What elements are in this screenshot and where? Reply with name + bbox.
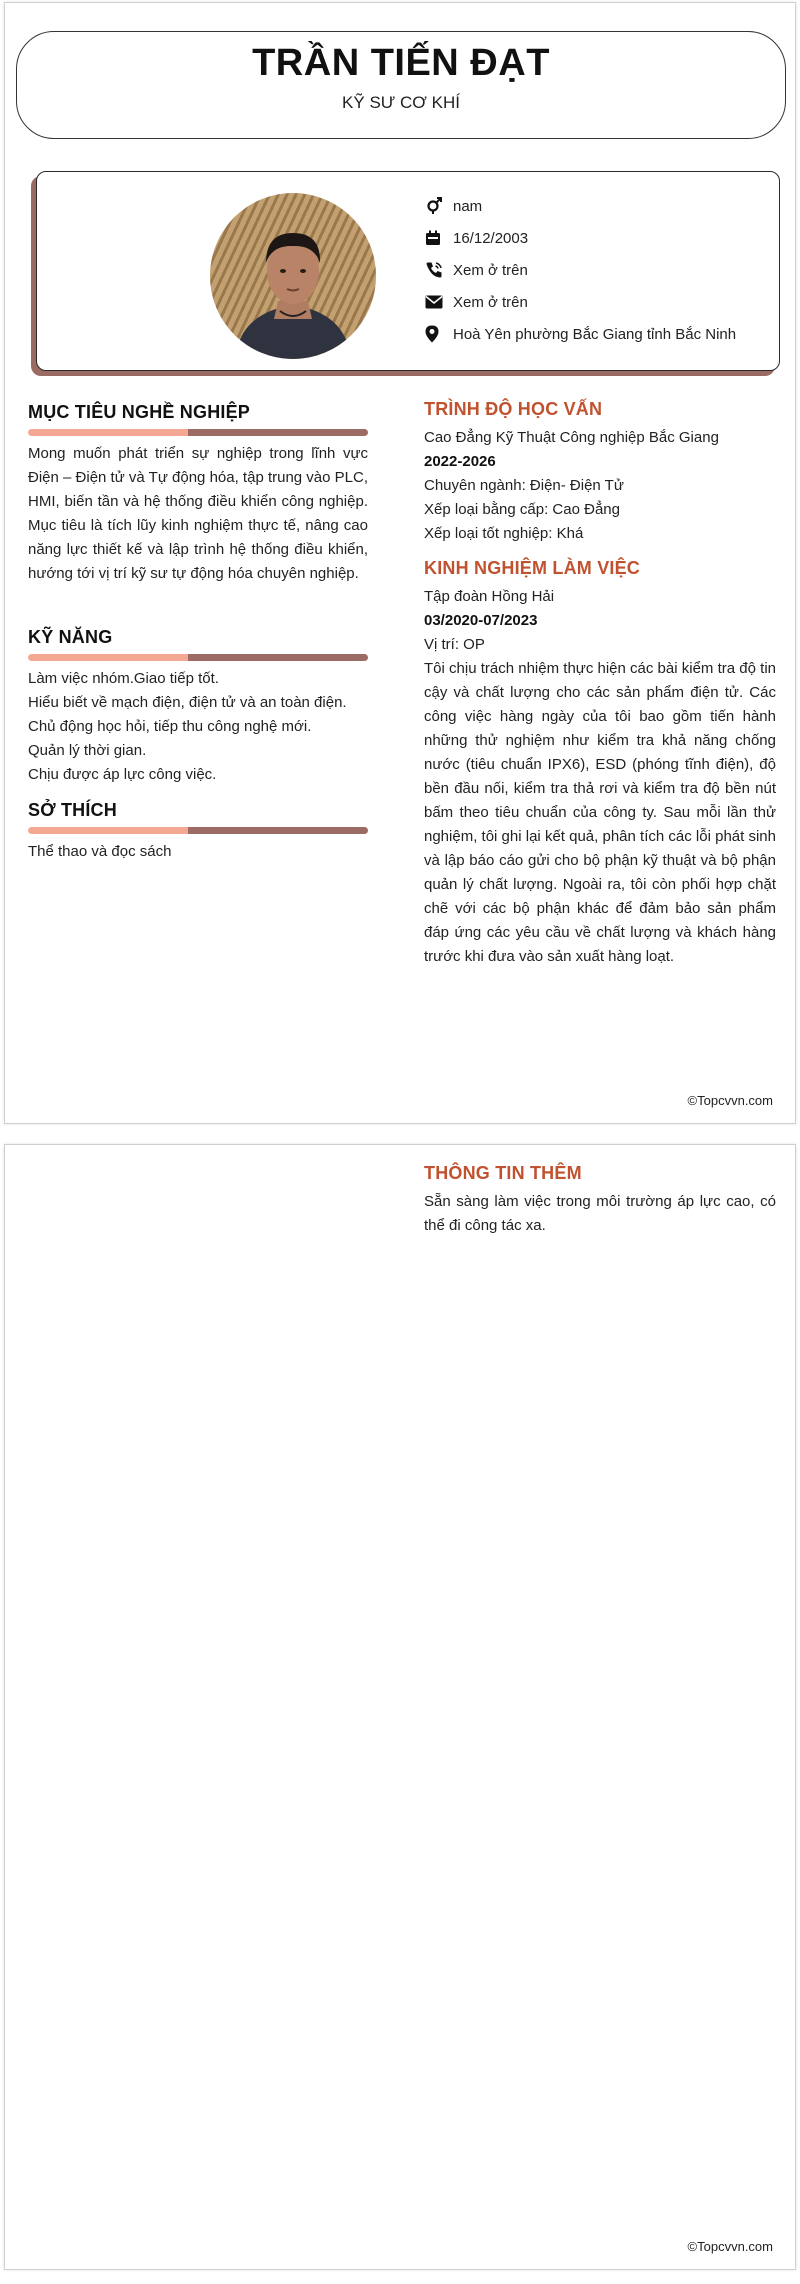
experience-position: Vị trí: OP	[424, 636, 485, 653]
avatar	[210, 193, 376, 359]
gender-value: nam	[453, 197, 483, 215]
skill-item: Quản lý thời gian.	[28, 742, 147, 759]
phone-icon	[425, 261, 453, 279]
email-value: Xem ở trên	[453, 293, 528, 311]
skills-section	[28, 627, 368, 787]
experience-section	[424, 558, 776, 969]
skills-title: KỸ NĂNG	[28, 627, 113, 647]
skill-item: Chịu được áp lực công việc.	[28, 766, 217, 783]
education-grade: Xếp loại tốt nghiệp: Khá	[424, 525, 584, 542]
contact-address	[425, 318, 765, 350]
footer-brand: ©Topcvvn.com	[687, 2239, 773, 2254]
additional-info-section	[424, 1163, 776, 1238]
header-card	[16, 31, 786, 139]
career-objective-title: MỤC TIÊU NGHỀ NGHIỆP	[28, 402, 251, 422]
candidate-name: TRẦN TIẾN ĐẠT	[252, 42, 550, 84]
contact-phone	[425, 254, 765, 286]
education-title: TRÌNH ĐỘ HỌC VẤN	[424, 399, 603, 419]
hobbies-title: SỞ THÍCH	[28, 800, 117, 820]
envelope-icon	[425, 295, 453, 309]
section-divider	[28, 827, 368, 834]
skill-item: Làm việc nhóm.Giao tiếp tốt.	[28, 670, 219, 687]
hobbies-section	[28, 800, 368, 864]
additional-info-text: Sẵn sàng làm việc trong môi trường áp lực cao, có thể đi công tác xa.	[424, 1193, 776, 1234]
experience-period: 03/2020-07/2023	[424, 612, 538, 629]
skills-list	[28, 667, 368, 787]
experience-description: Tôi chịu trách nhiệm thực hiện các bài kiểm tra độ tin cậy và chất lượng cho các sản phẩm điện tử. Các công việc hàng ngày của tôi bao gồm tiến hành những thử nghiệm như kiểm tra khả năng chống nước (tiêu chuẩn IPX6), ESD (phóng tĩnh điện), độ bền đầu nối, kiểm tra thả rơi và kiểm tra độ bền nút bấm theo tiêu chuẩn của công ty. Sau mỗi lần thử nghiệm, tôi ghi lại kết quả, phân tích các lỗi phát sinh và lập báo cáo gửi cho bộ phận kỹ thuật và bộ phận quản lý chất lượng. Ngoài ra, tôi còn phối hợp chặt chẽ với các bộ phận khác để đảm bảo sản phẩm đáp ứng các yêu cầu về chất lượng và khách hàng trước khi đưa vào sản xuất hàng loạt.	[424, 660, 776, 965]
education-section	[424, 399, 776, 546]
hobbies-text: Thể thao và đọc sách	[28, 843, 172, 860]
contact-email	[425, 286, 765, 318]
education-period: 2022-2026	[424, 453, 496, 470]
cv-page-1	[4, 2, 796, 1124]
contact-gender	[425, 190, 765, 222]
contact-list	[425, 190, 765, 350]
contact-dob	[425, 222, 765, 254]
skill-item: Chủ động học hỏi, tiếp thu công nghệ mới.	[28, 718, 312, 735]
education-major: Chuyên ngành: Điện- Điện Tử	[424, 477, 624, 494]
skill-item: Hiểu biết về mạch điện, điện tử và an toàn điện.	[28, 694, 347, 711]
section-divider	[28, 654, 368, 661]
gender-icon	[425, 197, 453, 215]
section-divider	[28, 429, 368, 436]
dob-value: 16/12/2003	[453, 229, 529, 247]
location-pin-icon	[425, 325, 453, 343]
address-value: Hoà Yên phường Bắc Giang tỉnh Bắc Ninh	[453, 325, 737, 343]
calendar-icon	[425, 230, 453, 246]
info-card	[36, 171, 780, 371]
education-school: Cao Đẳng Kỹ Thuật Công nghiệp Bắc Giang	[424, 429, 719, 446]
career-objective-section	[28, 402, 368, 586]
footer-brand: ©Topcvvn.com	[687, 1093, 773, 1108]
additional-info-title: THÔNG TIN THÊM	[424, 1163, 582, 1183]
experience-title: KINH NGHIỆM LÀM VIỆC	[424, 558, 641, 578]
avatar-photo	[210, 193, 376, 359]
candidate-title: KỸ SƯ CƠ KHÍ	[342, 93, 460, 112]
career-objective-text: Mong muốn phát triển sự nghiệp trong lĩnh vực Điện – Điện tử và Tự động hóa, tập trung vào PLC, HMI, biến tần và hệ thống điều khiển công nghiệp. Mục tiêu là tích lũy kinh nghiệm thực tế, nâng cao năng lực thiết kế và lập trình hệ thống điều khiển, hướng tới vị trí kỹ sư tự động hóa chuyên nghiệp.	[28, 445, 369, 582]
cv-page-2	[4, 1144, 796, 2270]
education-degree: Xếp loại bằng cấp: Cao Đẳng	[424, 501, 620, 518]
phone-value: Xem ở trên	[453, 261, 528, 279]
experience-company: Tập đoàn Hồng Hải	[424, 588, 555, 605]
